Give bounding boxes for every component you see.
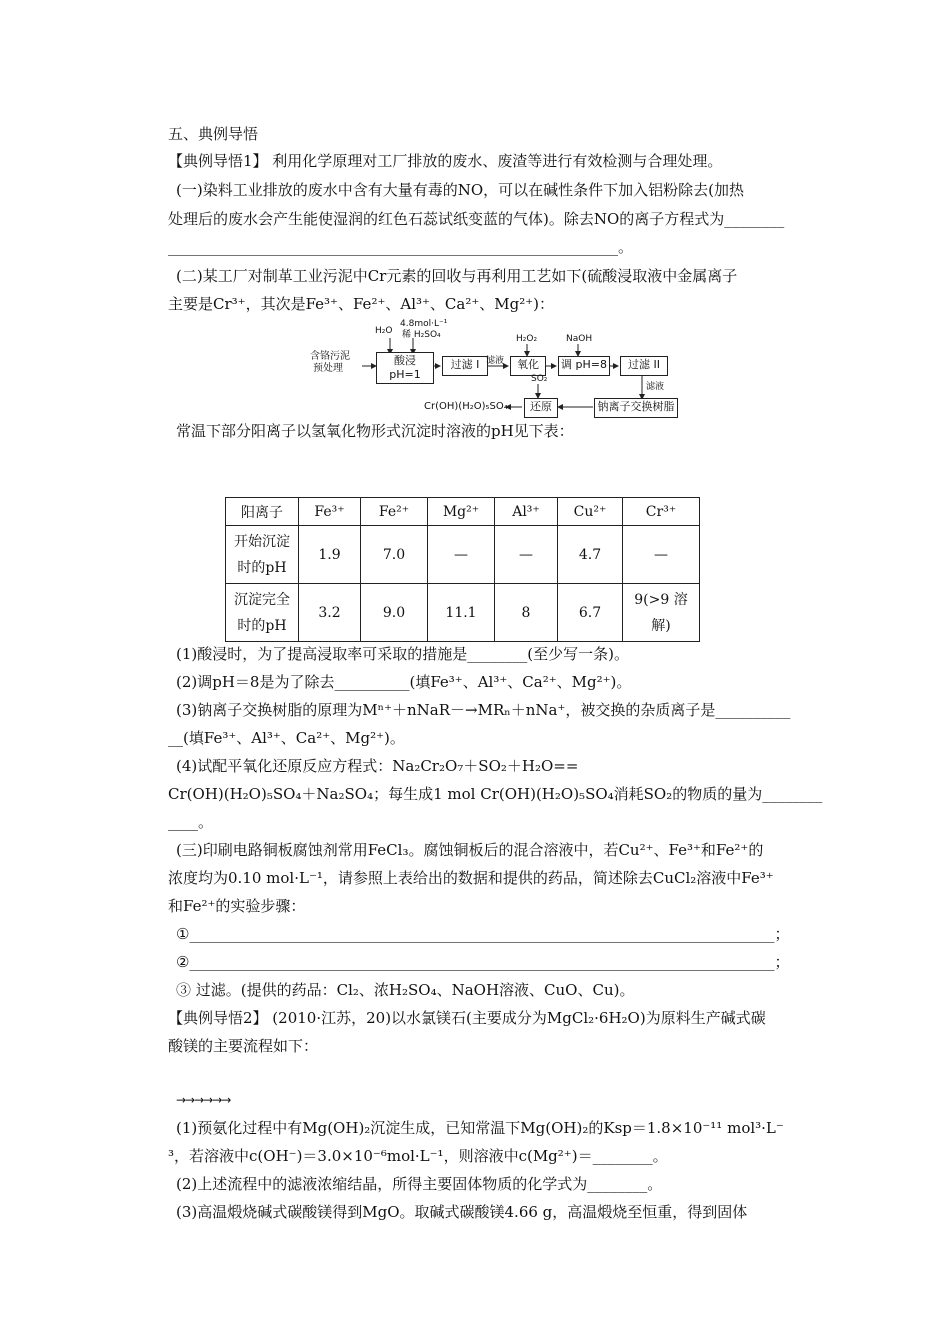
flow-reagent-acid: 4.8mol·L⁻¹ [400,319,448,329]
table-header-cell: Fe²⁺ [361,498,428,526]
example2-header: 【典例导悟2】 (2010·江苏，20)以水氯镁石(主要成分为MgCl₂·6H₂O)为原料生产碱式碳 [168,1009,766,1027]
table-cell: 3.2 [299,584,361,642]
question-4: (4)试配平氧化还原反应方程式：Na₂Cr₂O₇＋SO₂＋H₂O== [176,757,579,775]
table-cell: 9.0 [361,584,428,642]
table-row [226,584,700,642]
section-title: 五、典例导悟 [168,125,259,143]
table-row [226,526,700,584]
table-cell: 4.7 [558,526,623,584]
table-header-cell: 阳离子 [226,498,299,526]
table-header-cell: Al³⁺ [495,498,558,526]
flow-step-oxidize: 氧化 [510,356,546,376]
table-row-label [226,526,299,584]
question-1: (1)酸浸时，为了提高浸取率可采取的措施是________(至少写一条)。 [176,645,629,663]
step-3: ③ 过滤。(提供的药品：Cl₂、浓H₂SO₄、NaOH溶液、CuO、Cu)。 [176,981,635,999]
ph-table [225,497,700,642]
flow-reagent-so2: SO₂ [531,374,548,384]
part3-text: 和Fe²⁺的实验步骤： [168,897,306,915]
example2-question-3: (3)高温煅烧碱式碳酸镁得到MgO。取碱式碳酸镁4.66 g，高温煅烧至恒重，得到固体 [176,1203,748,1221]
example2-question-2: (2)上述流程中的滤液浓缩结晶，所得主要固体物质的化学式为________。 [176,1175,663,1193]
table-cell: 1.9 [299,526,361,584]
question-4: ____。 [168,813,214,831]
flow-reagent-naoh: NaOH [566,334,593,344]
step-1: ①______________________________________________________________________________； [176,925,790,943]
question-3: (3)钠离子交换树脂的原理为Mⁿ⁺＋nNaR－→MRₙ＋nNa⁺，被交换的杂质离子是__________ [176,701,791,719]
table-intro: 常温下部分阳离子以氢氧化物形式沉淀时溶液的pH见下表： [176,422,574,440]
table-header-cell: Fe³⁺ [299,498,361,526]
flow-step-filter1: 过滤 I [442,356,488,376]
table-cell: 8 [495,584,558,642]
flow-reagent-h2o2: H₂O₂ [516,334,538,344]
flow-step-label: 酸浸 [394,354,416,367]
part1-text: (一)染料工业排放的废水中含有大量有毒的NO，可以在碱性条件下加入铝粉除去(加热 [176,181,744,199]
example2-header: 酸镁的主要流程如下： [168,1037,319,1055]
question-2: (2)调pH＝8是为了除去__________(填Fe³⁺、Al³⁺、Ca²⁺、Mg²⁺)。 [176,673,632,691]
flow-start-label: 含铬污泥 [310,351,350,362]
row-label-line: 沉淀完全 [234,591,290,608]
flow-arrows-text: →→→→→→ [176,1093,231,1107]
cell-line: 9(>9 溶 [634,591,688,608]
part1-text: 处理后的废水会产生能使湿润的红色石蕊试纸变蓝的气体)。除去NO的离子方程式为________ [168,210,785,228]
flow-start-label: 预处理 [313,363,343,374]
part2-text: (二)某工厂对制革工业污泥中Cr元素的回收与再利用工艺如下(硫酸浸取液中金属离子 [176,267,738,285]
table-cell: 6.7 [558,584,623,642]
flow-reagent-h2o: H₂O [375,326,393,336]
row-label-line: 时的pH [237,617,287,634]
cell-line: 解) [651,617,671,634]
flow-filtrate-label: 滤液 [486,356,505,366]
table-row [226,498,700,526]
flow-step-resin: 钠离子交换树脂 [594,398,678,418]
table-cell: — [495,526,558,584]
question-3: __(填Fe³⁺、Al³⁺、Ca²⁺、Mg²⁺)。 [168,729,405,747]
flow-filtrate-label: 滤液 [646,382,665,392]
process-flow-diagram [310,316,680,424]
step-2: ②______________________________________________________________________________； [176,953,790,971]
table-cell: — [623,526,700,584]
part3-text: (三)印刷电路铜板腐蚀剂常用FeCl₃。腐蚀铜板后的混合溶液中，若Cu²⁺、Fe³⁺和Fe²⁺的 [176,841,764,859]
flow-reagent-acid: 稀 H₂SO₄ [402,330,441,340]
example1-header: 【典例导悟1】 利用化学原理对工厂排放的废水、废渣等进行有效检测与合理处理。 [168,152,723,170]
table-row-label [226,584,299,642]
flow-step-filter2: 过滤 II [620,356,668,376]
flow-step-leach [376,352,434,384]
part2-text: 主要是Cr³⁺，其次是Fe³⁺、Fe²⁺、Al³⁺、Ca²⁺、Mg²⁺)： [168,295,555,313]
flow-product: Cr(OH)(H₂O)₅SO₄ [424,401,508,412]
question-4: Cr(OH)(H₂O)₅SO₄＋Na₂SO₄；每生成1 mol Cr(OH)(H₂O)₅SO₄消耗SO₂的物质的量为________ [168,785,823,803]
row-label-line: 时的pH [237,559,287,576]
flow-step-label: pH=1 [389,368,421,381]
table-header-cell: Cu²⁺ [558,498,623,526]
row-label-line: 开始沉淀 [234,533,290,550]
table-cell [623,584,700,642]
flow-step-adjust-ph: 调 pH=8 [558,356,610,376]
example2-question-1: (1)预氨化过程中有Mg(OH)₂沉淀生成，已知常温下Mg(OH)₂的Ksp＝1.8×10⁻¹¹ mol³·L⁻ [176,1119,784,1137]
table-cell: 11.1 [428,584,495,642]
table-header-cell: Mg²⁺ [428,498,495,526]
table-header-cell: Cr³⁺ [623,498,700,526]
flow-step-reduce: 还原 [524,398,558,418]
table-cell: 7.0 [361,526,428,584]
part3-text: 浓度均为0.10 mol·L⁻¹，请参照上表给出的数据和提供的药品，简述除去CuCl₂溶液中Fe³⁺ [168,869,774,887]
table-cell: — [428,526,495,584]
part1-blank: ____________________________________________________________。 [168,238,634,256]
example2-question-1: ³，若溶液中c(OH⁻)＝3.0×10⁻⁶mol·L⁻¹，则溶液中c(Mg²⁺)＝________。 [168,1147,668,1165]
